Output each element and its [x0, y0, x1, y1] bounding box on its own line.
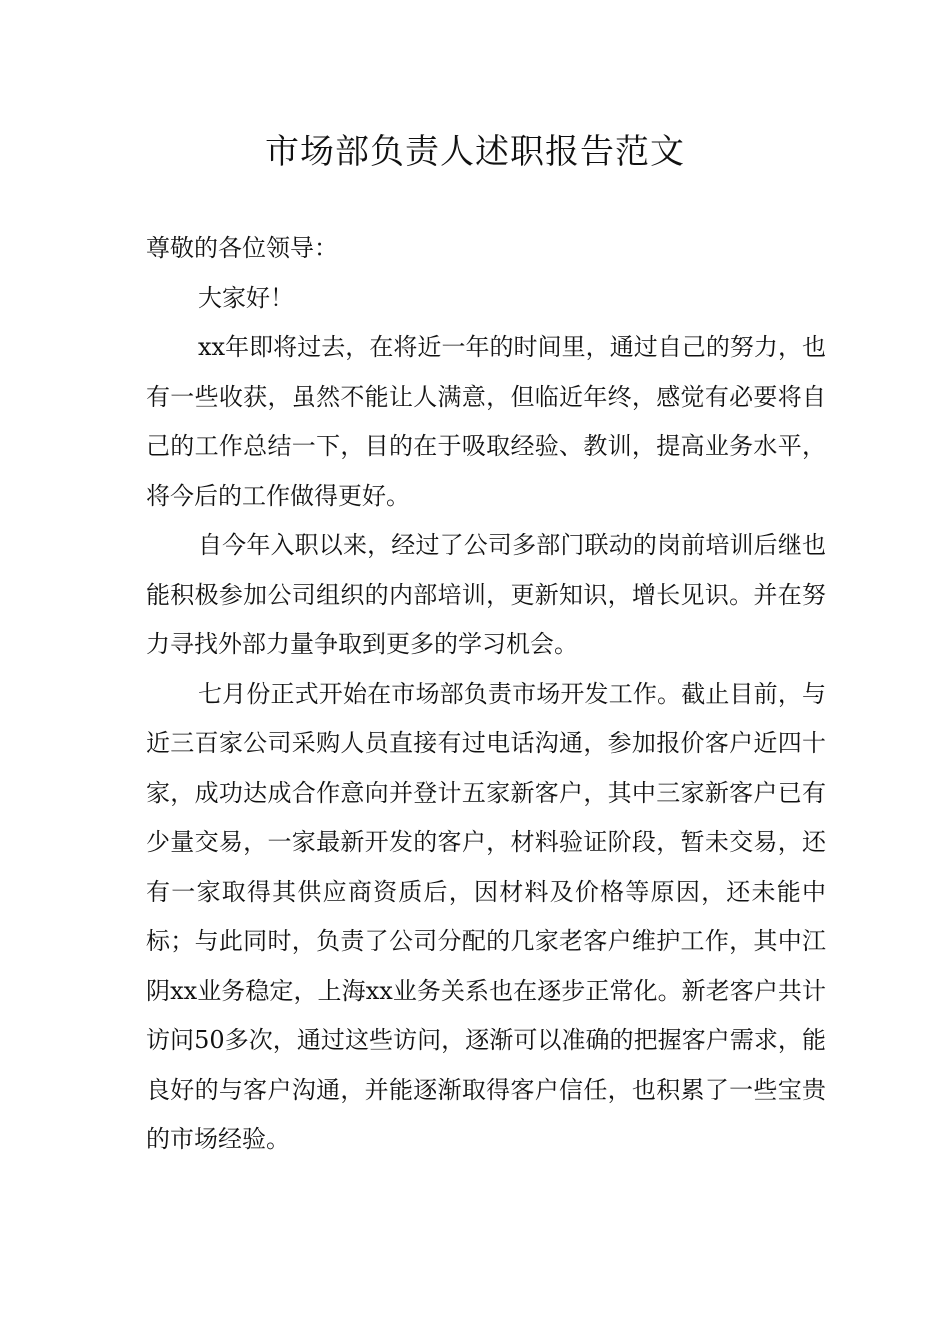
document-title: 市场部负责人述职报告范文	[265, 132, 685, 172]
salutation: 尊敬的各位领导：	[146, 234, 338, 262]
paragraph-3: 七月份正式开始在市场部负责市场开发工作。截止目前，与近三百家公司采购人员直接有过电话沟通，参加报价客户近四十家，成功达成合作意向并登计五家新客户，其中三家新客户已有少量交易，一家最新开发的客户，材料验证阶段，暂未交易，还有一家取得其供应商资质后，因材料及价格等原因，还未能中标；与此同时，负责了公司分配的几家老客户维护工作，其中江阴xx业务稳定，上海xx业务关系也在逐步正常化。新老客户共计访问50多次，通过这些访问，逐渐可以准确的把握客户需求，能良好的与客户沟通，并能逐渐取得客户信任，也积累了一些宝贵的市场经验。	[146, 679, 826, 1153]
greeting: 大家好！	[198, 283, 294, 312]
paragraph-2: 自今年入职以来，经过了公司多部门联动的岗前培训后继也能积极参加公司组织的内部培训，更新知识，增长见识。并在努力寻找外部力量争取到更多的学习机会。	[146, 531, 826, 658]
document-body	[146, 224, 826, 1165]
paragraph-1: xx年即将过去，在将近一年的时间里，通过自己的努力，也有一些收获，虽然不能让人满意，但临近年终，感觉有必要将自己的工作总结一下，目的在于吸取经验、教训，提高业务水平，将今后的工作做得更好。	[146, 333, 826, 510]
